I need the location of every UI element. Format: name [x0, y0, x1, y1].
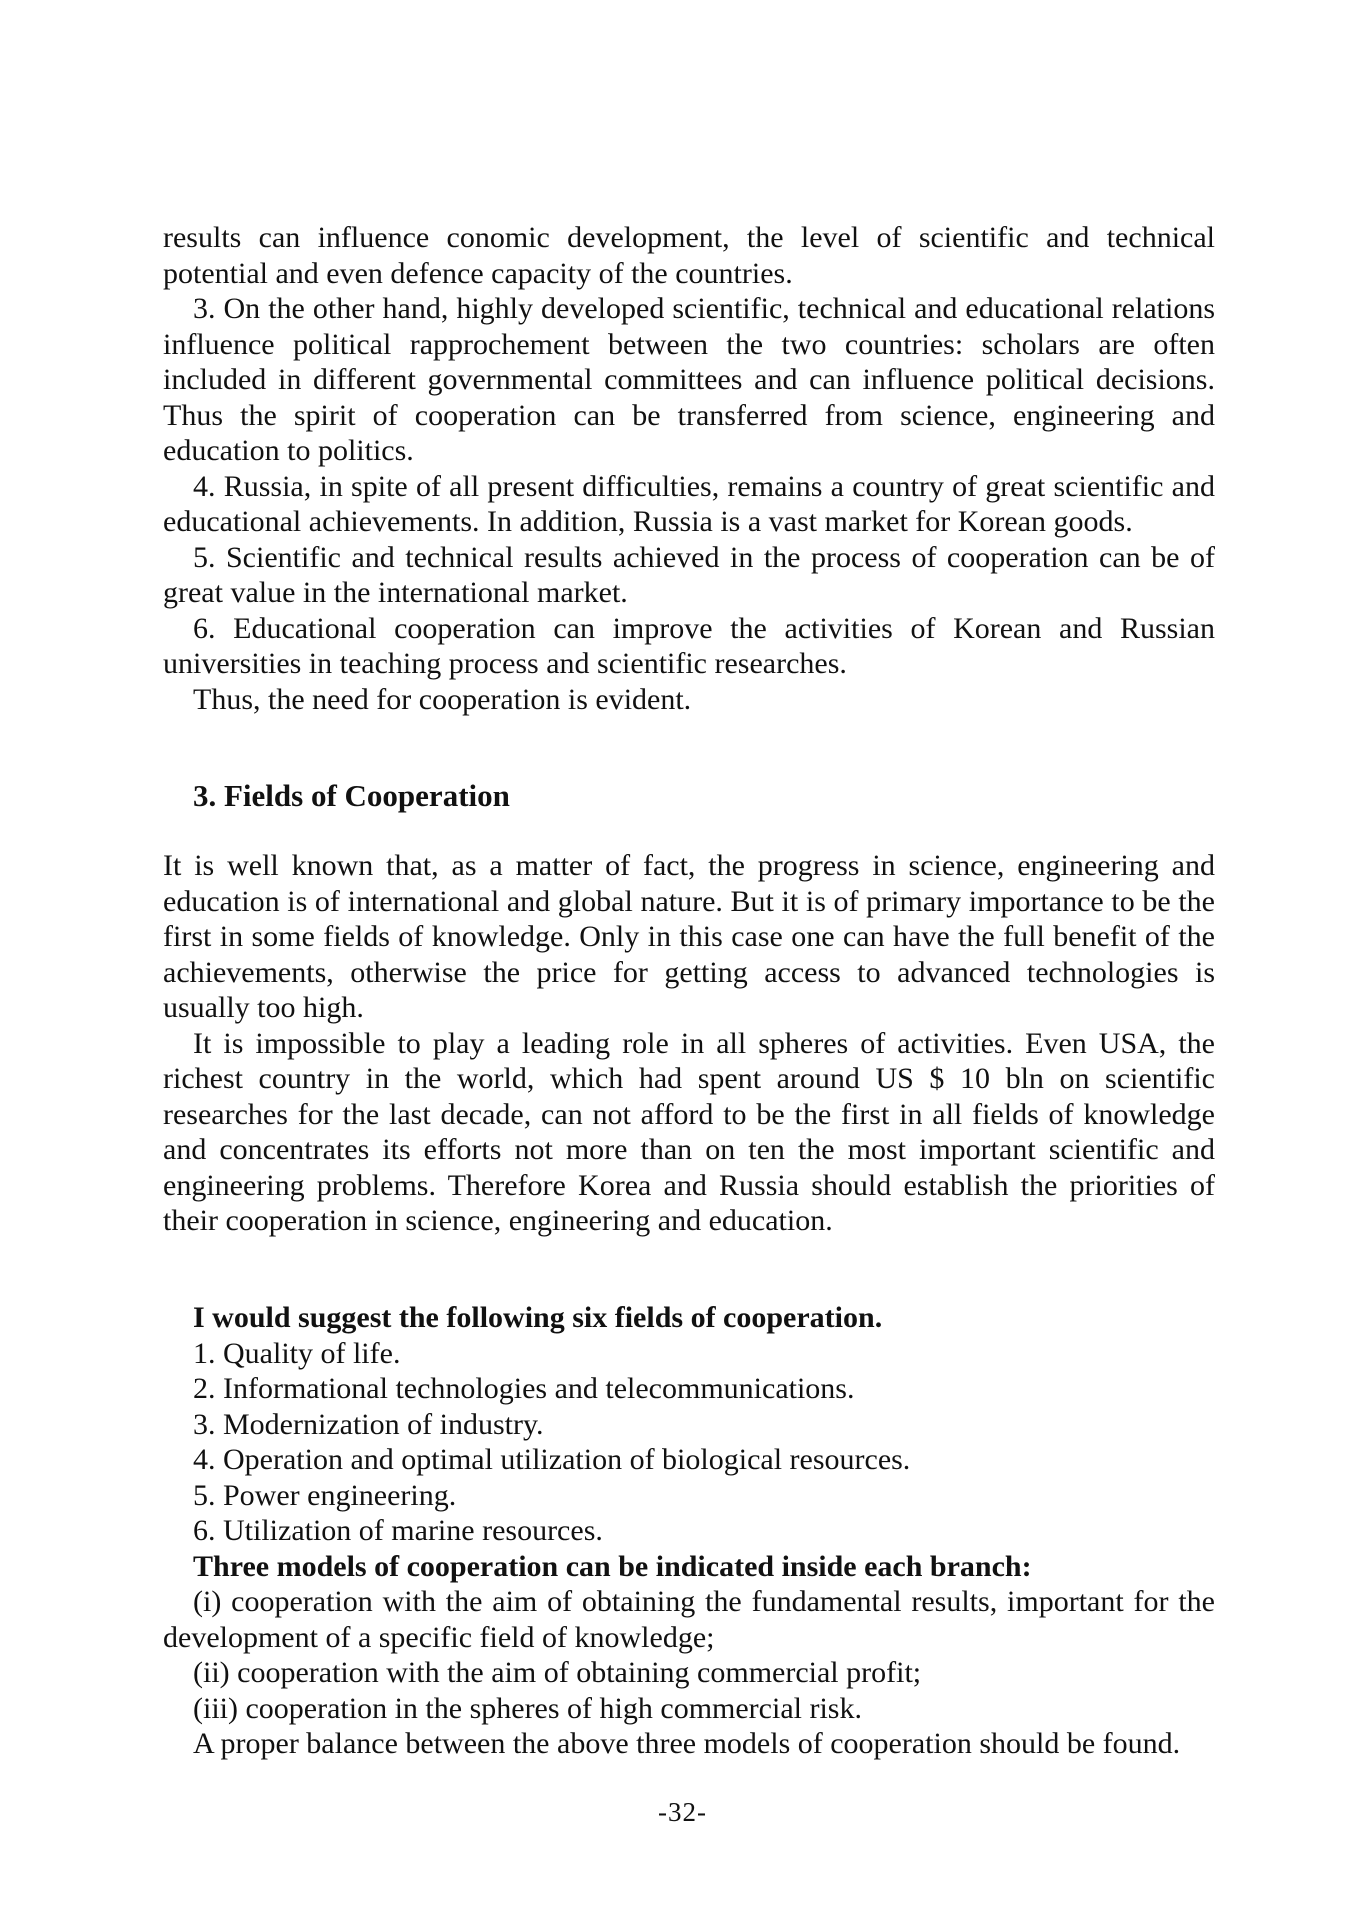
- paragraph-conclusion: Thus, the need for cooperation is evident.: [193, 682, 692, 716]
- fields-list-block: [163, 1300, 1215, 1584]
- paragraph-continued: results can influence conomic development, the level of scientific and technical potential and even defence capacity of the countries.: [163, 221, 1215, 290]
- section-body: [163, 848, 1215, 1239]
- paragraph-priorities: It is impossible to play a leading role in all spheres of activities. Even USA, the richest country in the world, which had spent around US $ 10 bln on scientific researches for the last decade, can not afford to be the first in all fields of knowledge and concentrates its efforts not more than on ten the most important scientific and engineering problems. Therefore Korea and Russia should establish the priorities of their cooperation in science, engineering and education.: [163, 1026, 1215, 1237]
- models-intro: Three models of cooperation can be indicated inside each branch:: [193, 1549, 1032, 1583]
- paragraph-point-5: 5. Scientific and technical results achieved in the process of cooperation can be of great value in the international market.: [163, 540, 1215, 609]
- section-heading: 3. Fields of Cooperation: [193, 778, 510, 813]
- paragraph-point-3: 3. On the other hand, highly developed scientific, technical and educational relations influence political rapprochement between the two countries: scholars are often included in different governmental committees and can influence political decisions. Thus the spirit of cooperation can be transferred from science, engineering and education to politics.: [163, 292, 1215, 467]
- list-item: (iii) cooperation in the spheres of high commercial risk.: [193, 1691, 862, 1725]
- fields-intro: I would suggest the following six fields of cooperation.: [193, 1301, 883, 1334]
- list-item: 6. Utilization of marine resources.: [193, 1514, 603, 1547]
- paragraph-closing: A proper balance between the above three models of cooperation should be found.: [193, 1727, 1181, 1760]
- list-item: (ii) cooperation with the aim of obtaining commercial profit;: [193, 1656, 922, 1689]
- list-item: 2. Informational technologies and telecommunications.: [193, 1372, 855, 1405]
- paragraph-point-6: 6. Educational cooperation can improve the activities of Korean and Russian universities in teaching process and scientific researches.: [163, 611, 1215, 680]
- section-continuation: [163, 220, 1215, 717]
- paragraph-point-4: 4. Russia, in spite of all present difficulties, remains a country of great scientific and educational achievements. In addition, Russia is a vast market for Korean goods.: [163, 469, 1215, 538]
- section-heading-block: [163, 778, 1215, 814]
- models-list-block: [163, 1584, 1215, 1762]
- paragraph-intro: It is well known that, as a matter of fact, the progress in science, engineering and education is of international and global nature. But it is of primary importance to be the first in some fields of knowledge. Only in this case one can have the full benefit of the achievements, otherwise the price for getting access to advanced technologies is usually too high.: [163, 849, 1215, 1024]
- list-item: (i) cooperation with the aim of obtaining the fundamental results, important for the development of a specific field of knowledge;: [163, 1585, 1215, 1654]
- page-number: -32-: [658, 1797, 707, 1827]
- list-item: 4. Operation and optimal utilization of biological resources.: [193, 1443, 911, 1476]
- list-item: 3. Modernization of industry.: [193, 1407, 544, 1441]
- list-item: 5. Power engineering.: [193, 1478, 457, 1512]
- list-item: 1. Quality of life.: [193, 1336, 401, 1370]
